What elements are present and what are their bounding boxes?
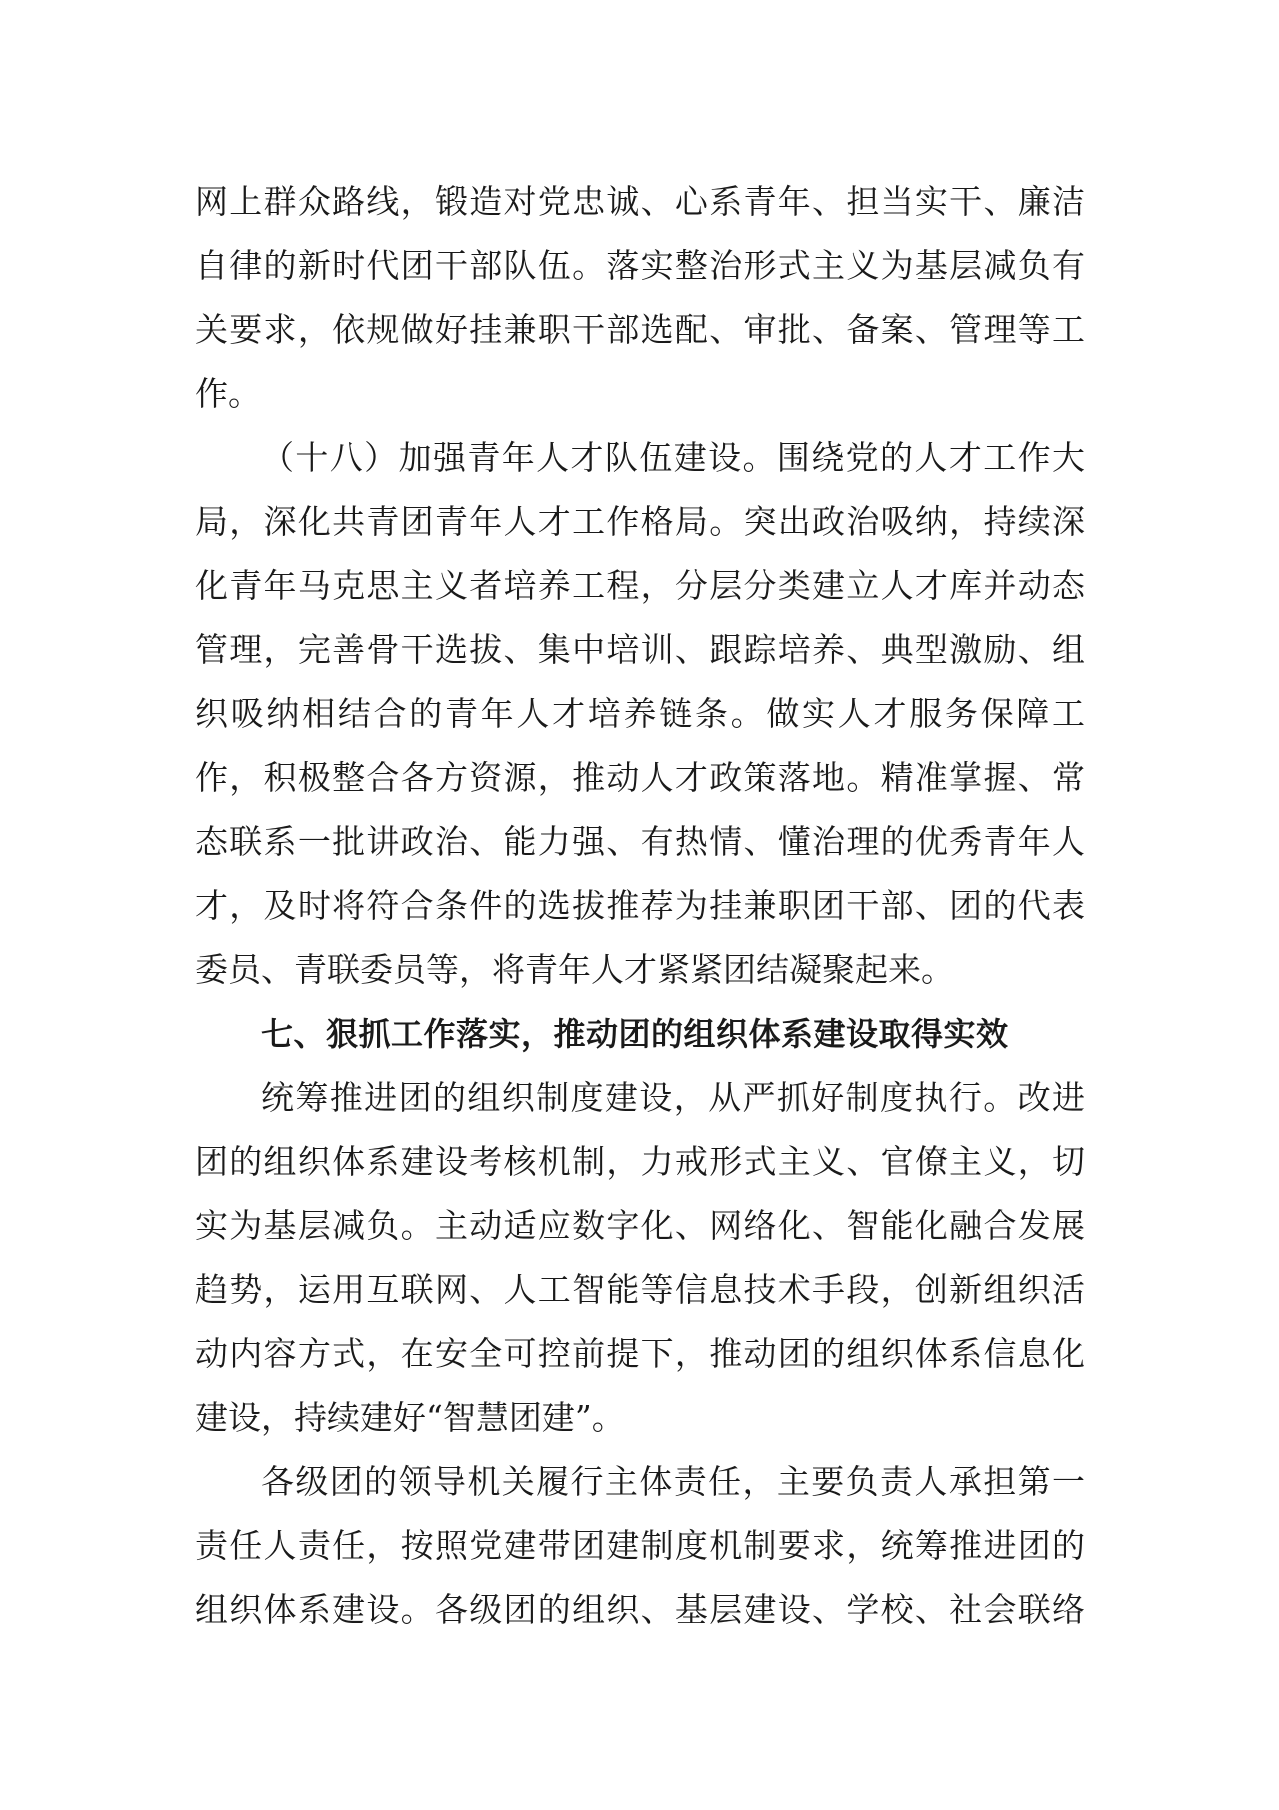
text-line: 实为基层减负。主动适应数字化、网络化、智能化融合发展 bbox=[195, 1206, 1085, 1245]
text-line: 组织体系建设。各级团的组织、基层建设、学校、社会联络 bbox=[195, 1590, 1085, 1629]
text-line: 团的组织体系建设考核机制，力戒形式主义、官僚主义，切 bbox=[195, 1142, 1085, 1181]
text-line: 织吸纳相结合的青年人才培养链条。做实人才服务保障工 bbox=[195, 694, 1085, 733]
text-line: 管理，完善骨干选拔、集中培训、跟踪培养、典型激励、组 bbox=[195, 630, 1085, 669]
document-page bbox=[195, 170, 1085, 1642]
section-heading: 七、狠抓工作落实，推动团的组织体系建设取得实效 bbox=[261, 1015, 1009, 1053]
text-line: 作。 bbox=[195, 374, 261, 413]
paragraph-responsibility bbox=[195, 1450, 1085, 1642]
text-line: 各级团的领导机关履行主体责任，主要负责人承担第一 bbox=[261, 1462, 1085, 1501]
text-line: 化青年马克思主义者培养工程，分层分类建立人才库并动态 bbox=[195, 566, 1085, 605]
text-line: 才，及时将符合条件的选拔推荐为挂兼职团干部、团的代表 bbox=[195, 886, 1085, 925]
text-line: 建设，持续建好“智慧团建”。 bbox=[195, 1398, 625, 1437]
text-line: 自律的新时代团干部队伍。落实整治形式主义为基层减负有 bbox=[195, 246, 1085, 285]
text-line: 趋势，运用互联网、人工智能等信息技术手段，创新组织活 bbox=[195, 1270, 1085, 1309]
text-line: 作，积极整合各方资源，推动人才政策落地。精准掌握、常 bbox=[195, 758, 1085, 797]
paragraph-talent-team bbox=[195, 426, 1085, 1002]
paragraph-system-building bbox=[195, 1066, 1085, 1450]
text-line: 责任人责任，按照党建带团建制度机制要求，统筹推进团的 bbox=[195, 1526, 1085, 1565]
text-line: 态联系一批讲政治、能力强、有热情、懂治理的优秀青年人 bbox=[195, 822, 1085, 861]
text-line: 动内容方式，在安全可控前提下，推动团的组织体系信息化 bbox=[195, 1334, 1085, 1373]
text-line: 网上群众路线，锻造对党忠诚、心系青年、担当实干、廉洁 bbox=[195, 182, 1085, 221]
text-line: 委员、青联委员等，将青年人才紧紧团结凝聚起来。 bbox=[195, 950, 954, 989]
text-line: （十八）加强青年人才队伍建设。围绕党的人才工作大 bbox=[261, 438, 1085, 477]
text-line: 统筹推进团的组织制度建设，从严抓好制度执行。改进 bbox=[261, 1078, 1085, 1117]
paragraph-continuation bbox=[195, 170, 1085, 426]
text-line: 局，深化共青团青年人才工作格局。突出政治吸纳，持续深 bbox=[195, 502, 1085, 541]
text-line: 关要求，依规做好挂兼职干部选配、审批、备案、管理等工 bbox=[195, 310, 1085, 349]
